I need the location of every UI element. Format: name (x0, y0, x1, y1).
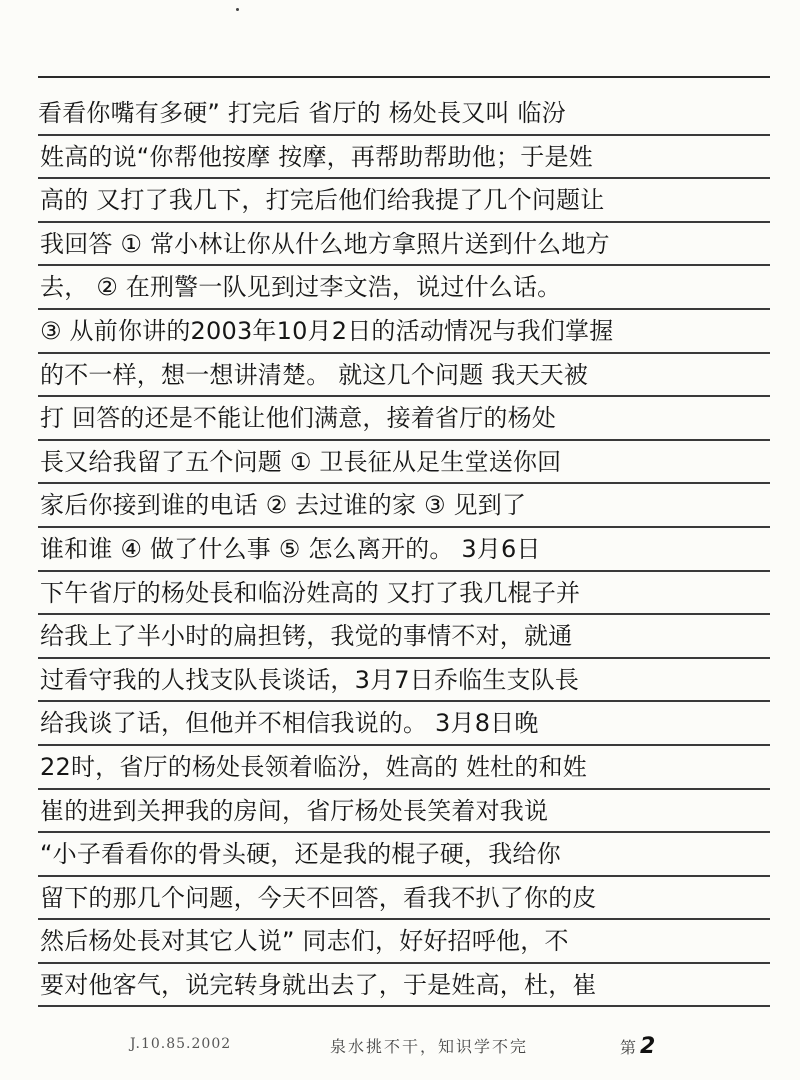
text-line-16: 22时，省厅的杨处長领着临汾，姓高的 姓杜的和姓 (38, 746, 770, 790)
text-line-6: ③ 从前你讲的2003年10月2日的活动情况与我们掌握 (38, 310, 770, 354)
text-line-12: 下午省厅的杨处長和临汾姓高的 又打了我几棍子并 (38, 572, 770, 616)
text-line-5: 去， ② 在刑警一队见到过李文浩，说过什么话。 (38, 266, 770, 310)
text-line-7: 的不一样，想一想讲清楚。 就这几个问题 我天天被 (38, 354, 770, 398)
text-line-14: 过看守我的人找支队長谈话，3月7日乔临生支队長 (38, 659, 770, 703)
top-rule-line (38, 76, 770, 78)
text-line-17: 崔的进到关押我的房间，省厅杨处長笑着对我说 (38, 790, 770, 834)
text-line-20: 然后杨处長对其它人说” 同志们，好好招呼他，不 (38, 920, 770, 964)
letter-body (38, 92, 770, 1007)
text-line-13: 给我上了半小时的扁担铐，我觉的事情不对，就通 (38, 615, 770, 659)
page-footer (0, 1032, 800, 1062)
text-line-18: “小子看看你的骨头硬，还是我的棍子硬，我给你 (38, 833, 770, 877)
text-line-21: 要对他客气，说完转身就出去了，于是姓高，杜，崔 (38, 964, 770, 1008)
footer-motto: 泉水挑不干，知识学不完 (330, 1037, 529, 1056)
text-line-9: 長又给我留了五个问题 ① 卫長征从足生堂送你回 (38, 441, 770, 485)
text-line-1: 看看你嘴有多硬” 打完后 省厅的 杨处長又叫 临汾 (38, 92, 770, 136)
page-number: 2 (640, 1034, 656, 1059)
page-number-mark (620, 1034, 655, 1059)
text-line-4: 我回答 ① 常小林让你从什么地方拿照片送到什么地方 (38, 223, 770, 267)
text-line-3: 高的 又打了我几下，打完后他们给我提了几个问题让 (38, 179, 770, 223)
page-label: 第 (620, 1038, 637, 1057)
text-line-11: 谁和谁 ④ 做了什么事 ⑤ 怎么离开的。 3月6日 (38, 528, 770, 572)
scan-speck (236, 8, 239, 11)
text-line-15: 给我谈了话，但他并不相信我说的。 3月8日晚 (38, 702, 770, 746)
text-line-8: 打 回答的还是不能让他们满意，接着省厅的杨处 (38, 397, 770, 441)
text-line-19: 留下的那几个问题，今天不回答，看我不扒了你的皮 (38, 877, 770, 921)
footer-code: J.10.85.2002 (130, 1036, 232, 1052)
text-line-2: 姓高的说“你帮他按摩 按摩，再帮助帮助他；于是姓 (38, 136, 770, 180)
text-line-10: 家后你接到谁的电话 ② 去过谁的家 ③ 见到了 (38, 484, 770, 528)
